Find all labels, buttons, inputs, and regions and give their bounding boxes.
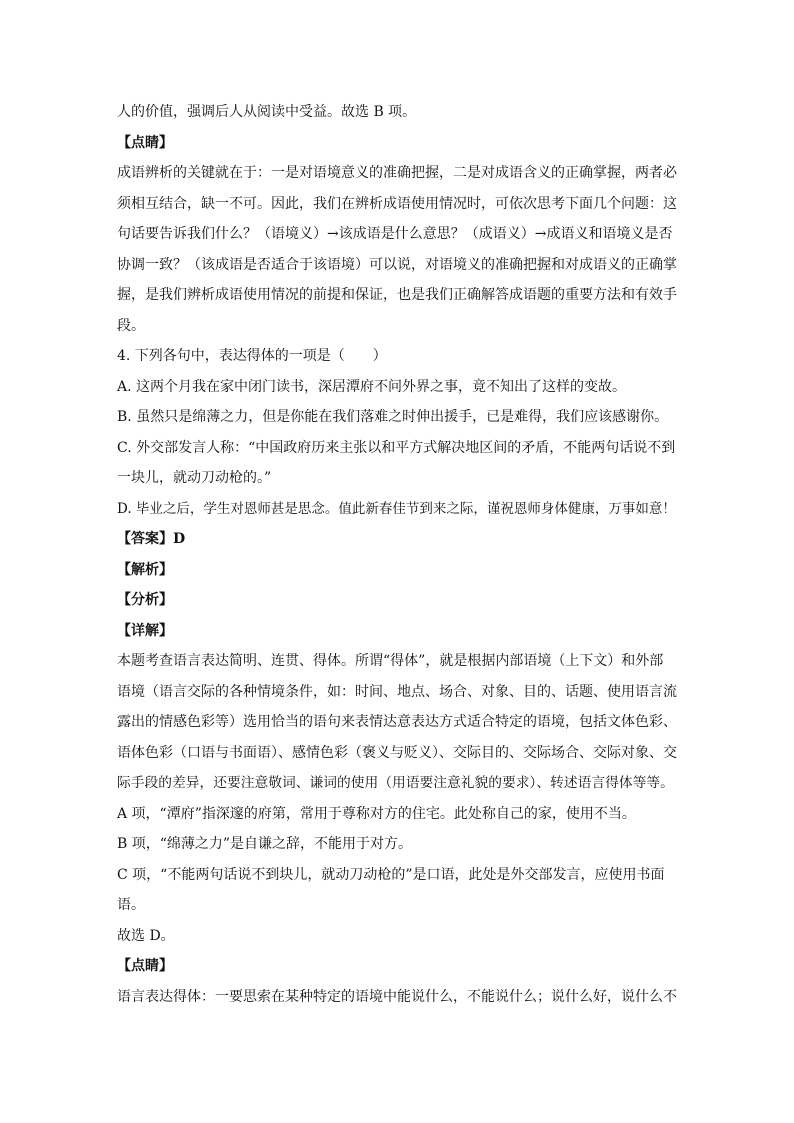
section-heading: 【点睛】 xyxy=(117,135,173,151)
text-line: 一块儿，就动刀动枪的。” xyxy=(117,470,272,486)
section-heading: 【点睛】 xyxy=(117,958,173,974)
text-line: 露出的情感色彩等）选用恰当的语句来表情达意表达方式适合特定的语境，包括文体色彩、 xyxy=(117,714,677,730)
section-heading: 【答案】D xyxy=(117,531,186,547)
section-heading: 【分析】 xyxy=(117,592,173,608)
text-line: 4. 下列各句中，表达得体的一项是（ ） xyxy=(117,348,387,364)
text-line: 握，是我们辨析成语使用情况的前提和保证，也是我们正确解答成语题的重要方法和有效手 xyxy=(117,287,677,303)
text-line: C. 外交部发言人称：“中国政府历来主张以和平方式解决地区间的矛盾，不能两句话说不到 xyxy=(117,440,676,456)
text-line: B. 虽然只是绵薄之力，但是你能在我们落难之时伸出援手，已是难得，我们应该感谢你。 xyxy=(117,409,669,425)
text-line: 语境（语言交际的各种情境条件，如：时间、地点、场合、对象、目的、话题、使用语言流 xyxy=(117,684,677,700)
text-line: 句话要告诉我们什么？（语境义）→该成语是什么意思？（成语义）→成语义和语境义是否 xyxy=(117,226,673,242)
text-line: D. 毕业之后，学生对恩师甚是思念。值此新春佳节到来之际，谨祝恩师身体健康，万事如意！ xyxy=(117,501,676,517)
text-line: C 项，“不能两句话说不到块儿，就动刀动枪的”是口语，此处是外交部发言，应使用书面 xyxy=(117,867,665,883)
text-line: A. 这两个月我在家中闭门读书，深居潭府不问外界之事，竟不知出了这样的变故。 xyxy=(117,379,627,395)
text-line: 人的价值，强调后人从阅读中受益。故选 B 项。 xyxy=(117,104,417,120)
text-line: 须相互结合，缺一不可。因此，我们在辨析成语使用情况时，可依次思考下面几个问题：这 xyxy=(117,196,677,212)
text-line: 际手段的差异，还要注意敬词、谦词的使用（用语要注意礼貌的要求）、转述语言得体等等。 xyxy=(117,775,674,791)
text-line: 故选 D。 xyxy=(117,928,175,944)
text-line: 语。 xyxy=(117,897,145,913)
text-line: A 项，“潭府”指深邃的府第，常用于尊称对方的住宅。此处称自己的家，使用不当。 xyxy=(117,806,636,822)
text-line: 语言表达得体：一要思索在某种特定的语境中能说什么，不能说什么；说什么好，说什么不 xyxy=(117,989,677,1005)
section-heading: 【详解】 xyxy=(117,623,173,639)
text-line: 段。 xyxy=(117,318,145,334)
text-line: 成语辨析的关键就在于：一是对语境意义的准确把握，二是对成语含义的正确掌握，两者必 xyxy=(117,165,677,181)
text-line: 本题考查语言表达简明、连贯、得体。所谓“得体”，就是根据内部语境（上下文）和外部 xyxy=(117,653,664,669)
text-line: 协调一致？（该成语是否适合于该语境）可以说，对语境义的准确把握和对成语义的正确掌 xyxy=(117,257,677,273)
text-line: B 项，“绵薄之力”是自谦之辞，不能用于对方。 xyxy=(117,836,413,852)
section-heading: 【解析】 xyxy=(117,562,173,578)
text-line: 语体色彩（口语与书面语）、感情色彩（褒义与贬义）、交际目的、交际场合、交际对象、交 xyxy=(117,745,677,761)
